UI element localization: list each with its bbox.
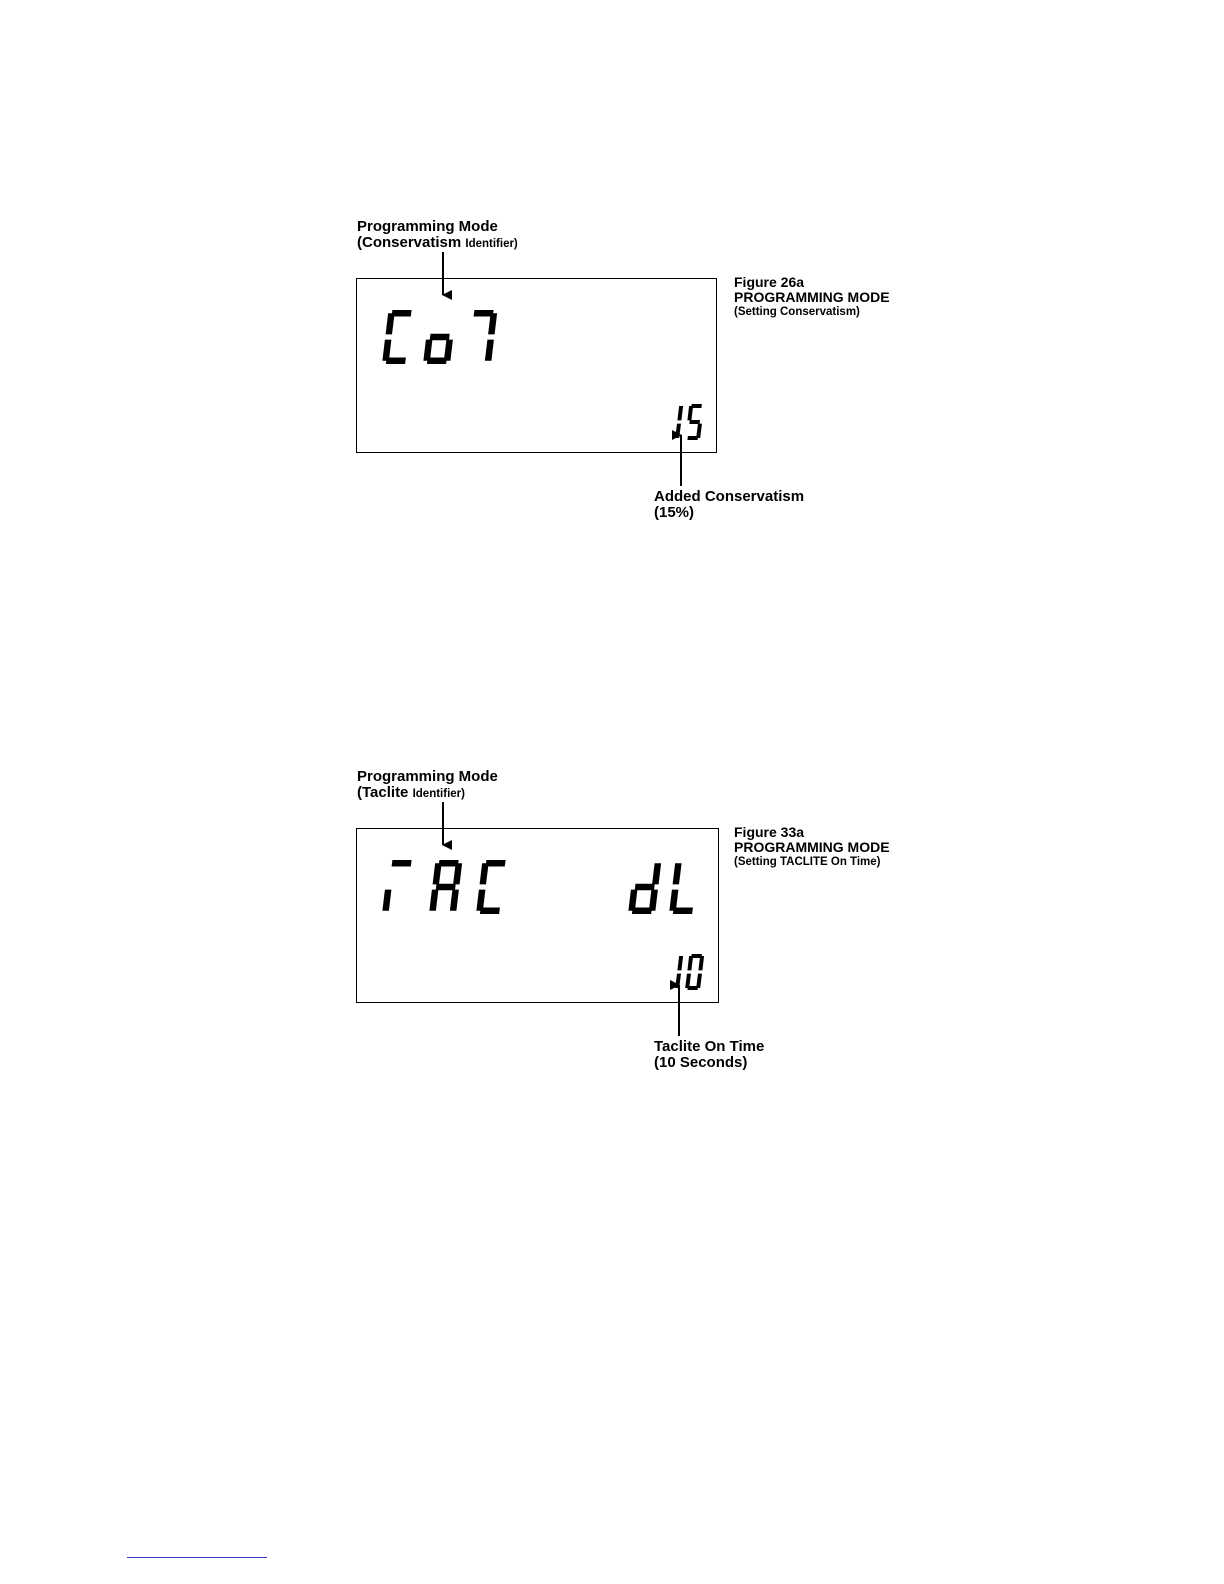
lcd-segment [392, 310, 412, 317]
lcd-segment [687, 956, 693, 970]
lcd-digit [685, 954, 704, 990]
lcd-main-text [382, 860, 505, 914]
footnote-rule [127, 1557, 267, 1558]
lcd-right-text [628, 863, 693, 914]
lcd-segment [687, 406, 693, 420]
figure-title: PROGRAMMING MODE [734, 288, 890, 305]
lcd-segment [677, 406, 683, 420]
lcd-segment [635, 884, 655, 890]
figure-33a [0, 550, 1224, 1310]
lcd-digit [476, 860, 505, 914]
figure-title: PROGRAMMING MODE [734, 838, 890, 855]
figure-subtitle: (Setting TACLITE On Time) [734, 856, 881, 869]
lcd-value-text [675, 404, 702, 440]
lcd-segment [386, 313, 395, 334]
lcd-segment [696, 424, 702, 438]
lcd-segment [698, 956, 704, 970]
lcd-segment [430, 334, 450, 340]
lcd-segment [450, 890, 459, 911]
lcd-digit [474, 310, 498, 361]
lcd-digit [423, 334, 453, 364]
lcd-digit [628, 863, 661, 914]
lcd-digit [687, 404, 702, 440]
lcd-digit [675, 956, 683, 988]
lcd-main-text [382, 310, 497, 364]
lcd-segment [485, 340, 494, 361]
lcd-segment [685, 974, 691, 988]
lcd-value-text [675, 954, 704, 990]
lcd-segment [689, 420, 700, 424]
lcd-segment [392, 860, 412, 867]
value-callout: Added Conservatism (15%) [654, 488, 805, 521]
value-callout: Taclite On Time (10 Seconds) [654, 1038, 765, 1071]
lcd-overlay [0, 550, 1224, 1310]
lcd-digit [382, 860, 411, 911]
lcd-digit [669, 863, 693, 914]
figure-subtitle: (Setting Conservatism) [734, 306, 860, 319]
lcd-segment [696, 974, 702, 988]
lcd-segment [382, 890, 391, 911]
lcd-digit [429, 860, 462, 911]
lcd-segment [436, 884, 456, 890]
lcd-segment [429, 890, 438, 911]
lcd-segment [486, 860, 506, 867]
lcd-segment [687, 436, 698, 440]
figure-number: Figure 26a [734, 274, 805, 290]
lcd-digit [675, 406, 683, 438]
identifier-callout: Programming Mode (Taclite Identifier) [357, 768, 498, 801]
lcd-segment [433, 863, 442, 884]
lcd-digit [382, 310, 411, 364]
lcd-segment [480, 863, 489, 884]
identifier-callout: Programming Mode (Conservatism Identifier) [357, 218, 518, 251]
figure-number: Figure 33a [734, 824, 805, 840]
lcd-segment [677, 956, 683, 970]
lcd-segment [673, 863, 682, 884]
lcd-segment [652, 863, 661, 884]
